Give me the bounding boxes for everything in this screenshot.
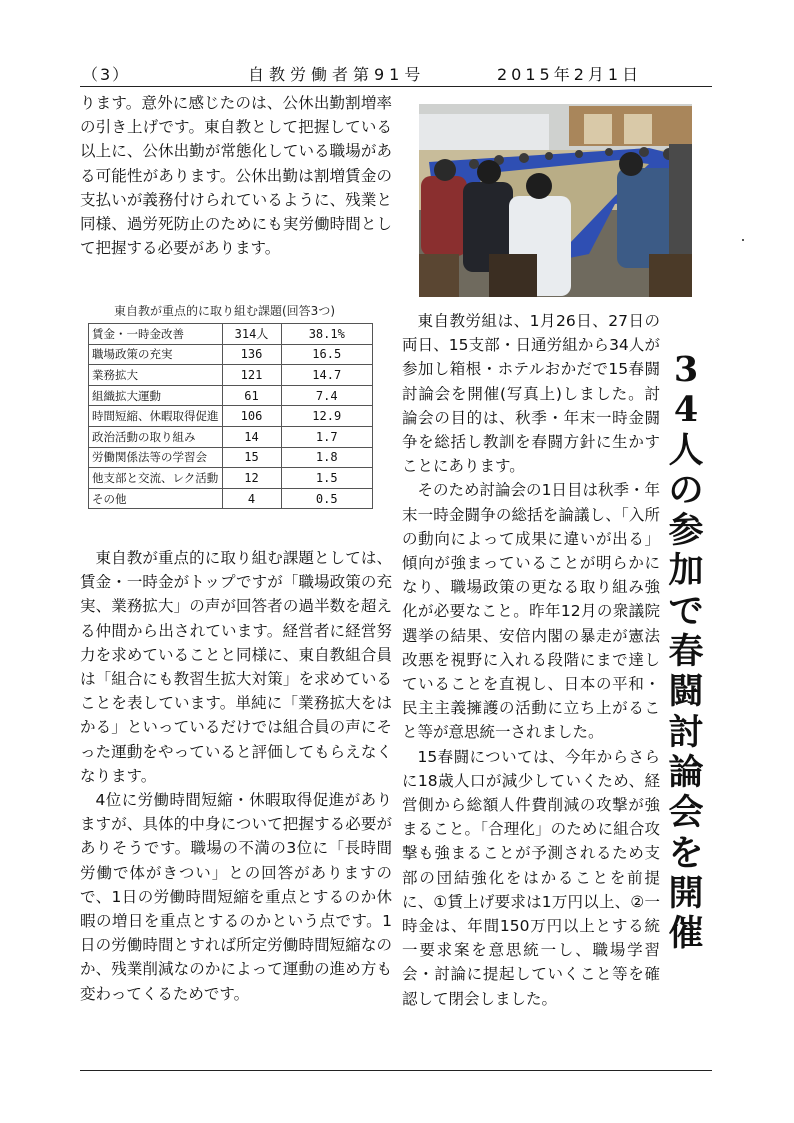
table-cell-count: 314人: [222, 324, 281, 345]
headline-glyph: 加: [668, 550, 704, 592]
table-row: [89, 406, 373, 427]
headline-glyph: 3: [673, 349, 699, 390]
headline-glyph: 参: [668, 510, 704, 552]
table-cell-pct: 38.1%: [281, 324, 373, 345]
table-cell-pct: 1.5: [281, 468, 373, 489]
body-paragraph: 4位に労働時間短縮・休暇取得促進がありますが、具体的中身について把握する必要がありそうです。職場の不満の3位に「長時間労働で体がきつい」との回答がありますので、1日の労働時間短縮を重点とするのか休暇の増日を重点とするのかという点です。1日の労働時間とすれば所定労働時間短縮なのか、残業削減なのかによって運動の進め方も変わってくるためです。: [80, 791, 392, 1003]
headline-glyph: で: [668, 590, 704, 632]
table-row: [89, 365, 373, 386]
headline-glyph: 討: [668, 711, 704, 753]
page-number: （3）: [82, 65, 131, 84]
page-header: [80, 62, 712, 84]
table-cell-pct: 7.4: [281, 385, 373, 406]
left-column-intro: [80, 91, 392, 260]
headline-glyph: 催: [668, 913, 704, 955]
table-row: [89, 468, 373, 489]
table-cell-pct: 12.9: [281, 406, 373, 427]
table-cell-count: 121: [222, 365, 281, 386]
table-cell-label: 政治活動の取り組み: [89, 426, 223, 447]
table-cell-count: 14: [222, 426, 281, 447]
survey-table: [88, 323, 373, 509]
headline-glyph: 開: [668, 872, 704, 914]
table-cell-pct: 14.7: [281, 365, 373, 386]
footer-rule: [80, 1070, 712, 1071]
headline-glyph: 闘: [668, 671, 704, 713]
table-cell-pct: 1.7: [281, 426, 373, 447]
table-row: [89, 344, 373, 365]
table-cell-pct: 0.5: [281, 488, 373, 509]
table-row: [89, 426, 373, 447]
table-row: [89, 447, 373, 468]
header-rule: [80, 86, 712, 87]
stray-mark: [742, 239, 744, 241]
table-cell-count: 61: [222, 385, 281, 406]
headline-glyph: 4: [673, 389, 699, 431]
right-column-body: [402, 309, 660, 1011]
table-cell-label: 時間短縮、休暇取得促進: [89, 406, 223, 427]
table-cell-count: 12: [222, 468, 281, 489]
headline-glyph: を: [668, 832, 704, 874]
table-cell-label: 職場政策の充実: [89, 344, 223, 365]
headline-glyph: 人: [668, 429, 704, 471]
table-row: [89, 385, 373, 406]
table-cell-label: 賃金・一時金改善: [89, 324, 223, 345]
table-cell-count: 136: [222, 344, 281, 365]
meeting-photo-image: [419, 104, 692, 297]
body-paragraph: 15春闘については、今年からさらに18歳人口が減少していくため、経営側から総額人件費削減の攻撃が強まること。「合理化」のために組合攻撃も強まることが予測されるため支部の団結強化をはかることを前提に、①賃上げ要求は1万円以上、②一時金は、年間150万円以上とする統一要求案を意思統一し、職場学習会・討論に提起していくこと等を確認して閉会しました。: [402, 747, 660, 1008]
survey-table-block: [88, 304, 376, 509]
survey-table-title: 東自教が重点的に取り組む課題(回答3つ): [114, 304, 335, 318]
left-column-body: [80, 546, 392, 1006]
headline-glyph: 会: [668, 792, 704, 834]
table-cell-pct: 16.5: [281, 344, 373, 365]
body-paragraph: そのため討論会の1日目は秋季・年末一時金闘争の総括を論議し、「入所の動向によって成果に違いが出る」傾向が強まっていることが明らかになり、職場政策の更なる取り組み強化が必要なこと。昨年12月の衆議院選挙の結果、安倍内閣の暴走が憲法改悪を視野に入れる段階にまで達していることを直視し、日本の平和・民主主義擁護の活動に立ち上がること等が意思統一されました。: [402, 481, 660, 742]
table-cell-label: 業務拡大: [89, 365, 223, 386]
table-cell-count: 106: [222, 406, 281, 427]
table-row: [89, 488, 373, 509]
body-paragraph: 東自教が重点的に取り組む課題としては、賃金・一時金がトップですが「職場政策の充実、業務拡大」の声が回答者の過半数を超える仲間から出されています。経営者に経営努力を求めていることと同様に、東自教組合員は「組合にも教習生拡大対策」を求めていることを表しています。単純に「業務拡大をはかる」といっているだけでは組合員の声にそった運動をやっていると評価してもらえなくなります。: [80, 549, 392, 785]
intro-paragraph: ります。意外に感じたのは、公休出勤割増率の引き上げです。東自教として把握している以上に、公休出勤が常態化している職場がある可能性があります。公休出勤は割増賃金の支払いが義務付けられているように、残業と同様、過労死防止のためにも実労働時間として把握する必要があります。: [80, 94, 392, 258]
vertical-headline: [666, 350, 706, 954]
headline-glyph: 論: [668, 751, 704, 793]
table-cell-count: 15: [222, 447, 281, 468]
headline-glyph: の: [668, 469, 704, 511]
meeting-photo: [419, 104, 692, 297]
body-paragraph: 東自教労組は、1月26日、27日の両日、15支部・日通労組から34人が参加し箱根・ホテルおかだで15春闘討論会を開催(写真上)しました。討論会の目的は、秋季・年末一時金闘争を総括し教訓を春闘方針に生かすことにあります。: [402, 312, 660, 476]
table-cell-label: 組織拡大運動: [89, 385, 223, 406]
table-cell-label: 他支部と交流、レク活動: [89, 468, 223, 489]
headline-glyph: 春: [668, 631, 704, 673]
table-row: [89, 324, 373, 345]
table-cell-pct: 1.8: [281, 447, 373, 468]
table-cell-label: 労働関係法等の学習会: [89, 447, 223, 468]
table-cell-label: その他: [89, 488, 223, 509]
table-cell-count: 4: [222, 488, 281, 509]
newsletter-title: 自教労働者第91号: [248, 65, 426, 84]
issue-date: 2015年2月1日: [497, 65, 643, 84]
